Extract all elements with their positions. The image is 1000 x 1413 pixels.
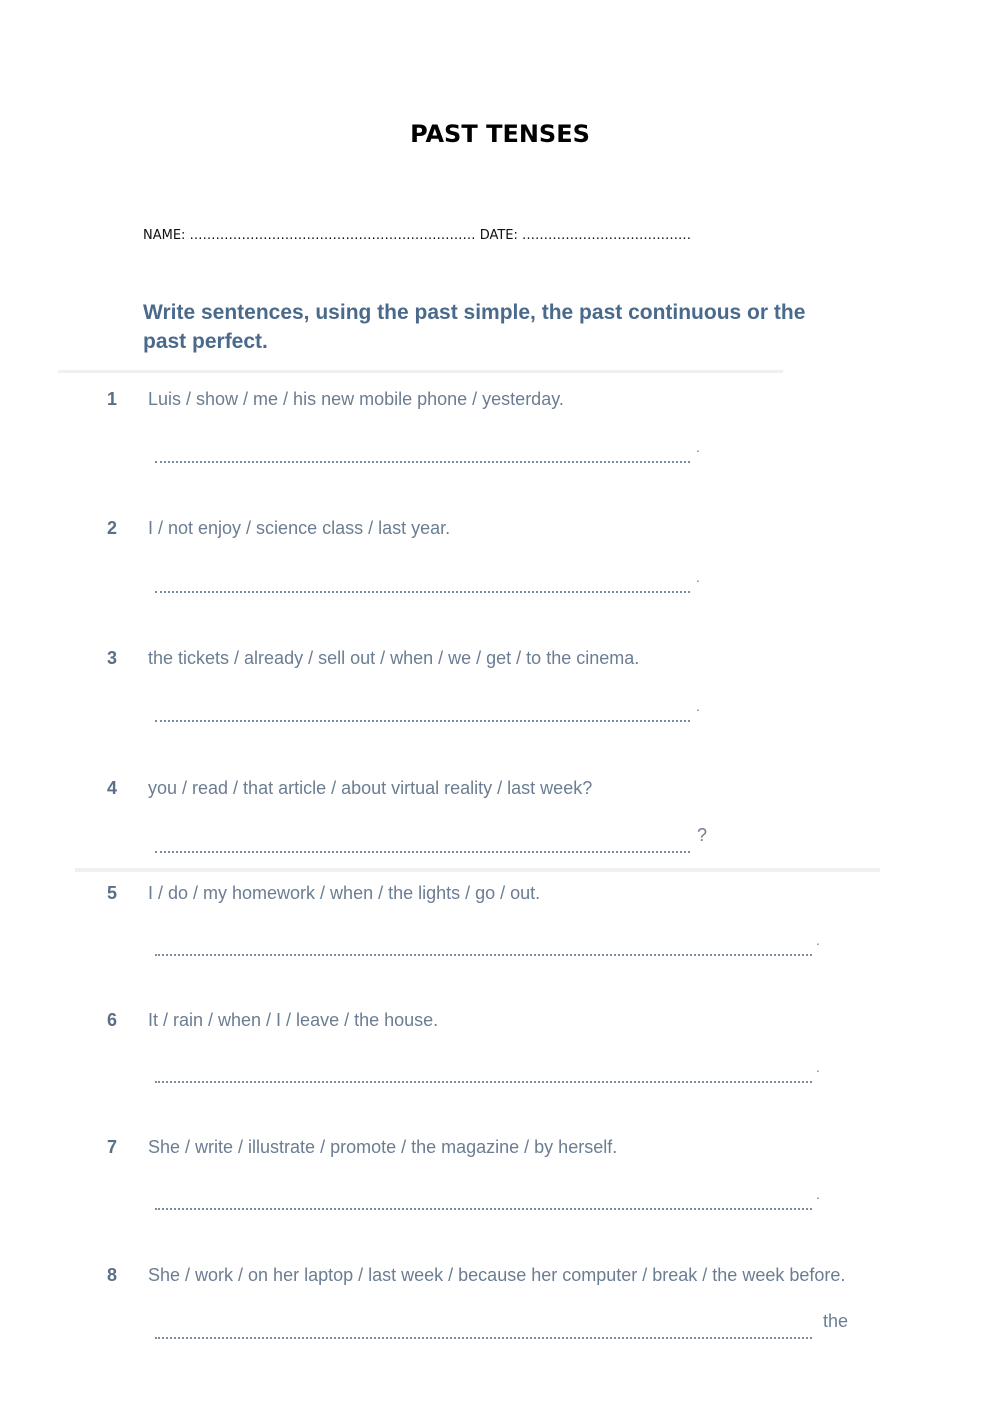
item-prompt: She / work / on her laptop / last week / because her computer / break / the week before. [148,1265,846,1285]
line-end-punctuation: . [696,439,700,455]
answer-line[interactable] [155,461,690,463]
item-number: 1 [107,389,118,409]
page-title: PAST TENSES [410,120,590,148]
line-end-punctuation: . [696,569,700,585]
answer-line[interactable] [155,720,690,722]
answer-line[interactable] [155,954,812,956]
divider [58,370,783,373]
item-prompt: I / do / my homework / when / the lights / go / out. [148,883,541,903]
item-number: 2 [107,518,118,538]
item-number: 3 [107,648,118,668]
answer-line[interactable] [155,1208,812,1210]
answer-line[interactable] [155,1081,812,1083]
instructions: Write sentences, using the past simple, the past continuous or the past perfect. [143,301,806,353]
item-prompt: the tickets / already / sell out / when / we / get / to the cinema. [148,648,640,668]
answer-line[interactable] [155,851,690,853]
line-end-punctuation: . [696,698,700,714]
item-number: 6 [107,1010,118,1030]
answer-line[interactable] [155,591,690,593]
line-end-punctuation: . [816,1186,820,1202]
item-prompt: you / read / that article / about virtual reality / last week? [148,778,593,798]
item-number: 4 [107,778,118,798]
item-number: 7 [107,1137,118,1157]
item-prompt: She / write / illustrate / promote / the magazine / by herself. [148,1137,618,1157]
item-prompt: It / rain / when / I / leave / the house. [148,1010,439,1030]
item-number: 5 [107,883,118,903]
divider [75,868,880,872]
line-end-punctuation: . [816,932,820,948]
item-prompt: Luis / show / me / his new mobile phone / yesterday. [148,389,564,409]
line-end-punctuation: ? [697,825,708,845]
line-end-punctuation: . [816,1059,820,1075]
item-number: 8 [107,1265,118,1285]
answer-line[interactable] [155,1337,812,1339]
item-prompt: I / not enjoy / science class / last year. [148,518,451,538]
name-date-line[interactable]: NAME: ………………………………………………………… DATE: ………………………………… [143,228,692,243]
line-end-text: the [823,1311,849,1331]
